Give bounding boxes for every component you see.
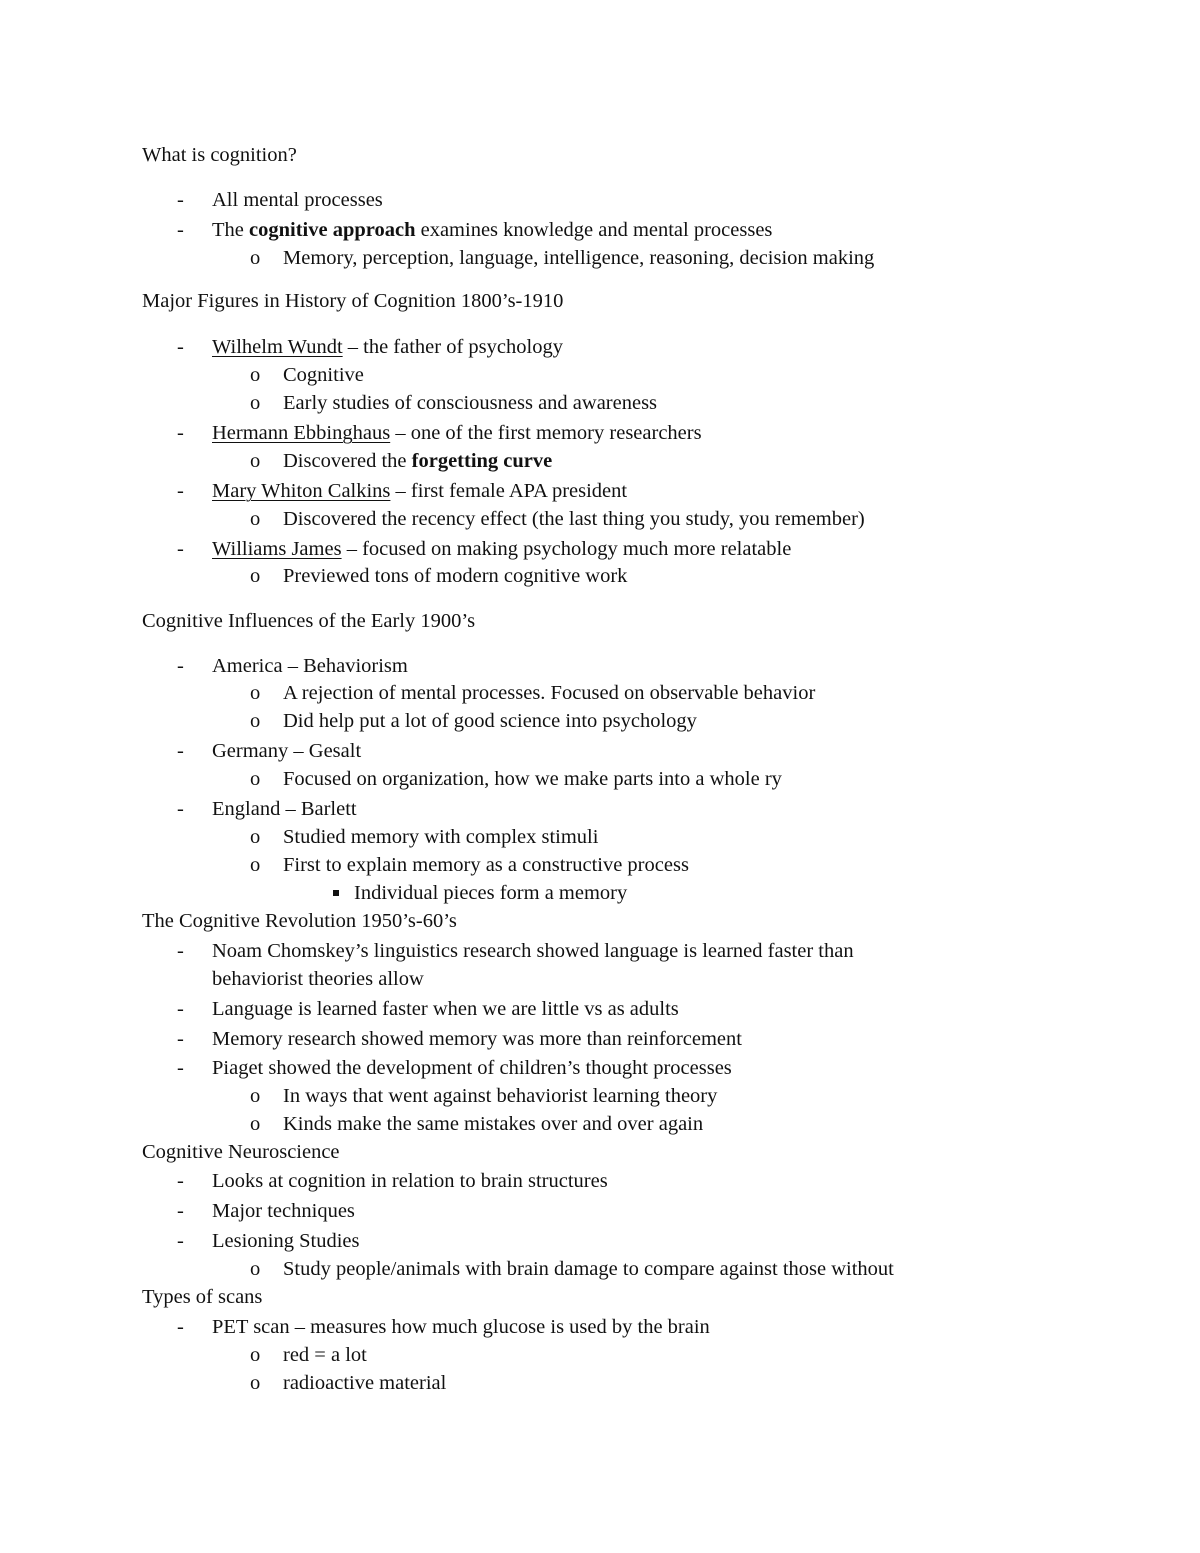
list-text: behaviorist theories allow	[212, 968, 424, 990]
circle-bullet: o	[250, 710, 261, 732]
heading-text: Cognitive Neuroscience	[142, 1141, 340, 1163]
circle-bullet: o	[250, 768, 261, 790]
heading-text: Types of scans	[142, 1286, 263, 1308]
person-name: Hermann Ebbinghaus	[212, 422, 391, 444]
list-text: PET scan – measures how much glucose is used by the brain	[212, 1316, 710, 1338]
person-name: Williams James	[212, 538, 342, 560]
dash-bullet: -	[177, 1230, 184, 1252]
dash-bullet: -	[177, 798, 184, 820]
circle-bullet: o	[250, 450, 261, 472]
list-text: Major techniques	[212, 1200, 355, 1222]
dash-bullet: -	[177, 655, 184, 677]
text-run: Discovered the	[283, 450, 412, 472]
dash-bullet: -	[177, 422, 184, 444]
circle-bullet: o	[250, 392, 261, 414]
bold-term: forgetting curve	[411, 450, 553, 472]
list-text: First to explain memory as a constructive process	[283, 854, 689, 876]
list-text	[283, 449, 552, 473]
list-text: Study people/animals with brain damage to compare against those without	[283, 1258, 894, 1280]
circle-bullet: o	[250, 247, 261, 269]
list-text: In ways that went against behaviorist learning theory	[283, 1085, 718, 1107]
list-text	[212, 218, 772, 242]
heading-text: Cognitive Influences of the Early 1900’s	[142, 610, 476, 632]
list-text	[212, 537, 791, 561]
bold-term: cognitive approach	[249, 219, 416, 241]
text-run: examines knowledge and mental processes	[415, 219, 773, 241]
list-text	[212, 335, 563, 359]
circle-bullet: o	[250, 826, 261, 848]
text-run: – one of the first memory researchers	[390, 422, 702, 444]
dash-bullet: -	[177, 1316, 184, 1338]
circle-bullet: o	[250, 1258, 261, 1280]
dash-bullet: -	[177, 336, 184, 358]
circle-bullet: o	[250, 1113, 261, 1135]
person-name: Wilhelm Wundt	[212, 336, 343, 358]
dash-bullet: -	[177, 740, 184, 762]
list-text: Cognitive	[283, 364, 364, 386]
dash-bullet: -	[177, 480, 184, 502]
person-name: Mary Whiton Calkins	[212, 480, 391, 502]
list-text: Focused on organization, how we make parts into a whole ry	[283, 768, 782, 790]
list-text: Memory, perception, language, intelligence, reasoning, decision making	[283, 247, 875, 269]
heading-text: The Cognitive Revolution 1950’s-60’s	[142, 910, 457, 932]
list-text: America – Behaviorism	[212, 655, 408, 677]
circle-bullet: o	[250, 1344, 261, 1366]
dash-bullet: -	[177, 1057, 184, 1079]
list-text: red = a lot	[283, 1344, 367, 1366]
dash-bullet: -	[177, 998, 184, 1020]
list-text: Memory research showed memory was more than reinforcement	[212, 1028, 742, 1050]
list-text: Did help put a lot of good science into psychology	[283, 710, 697, 732]
list-text	[212, 479, 627, 503]
list-text: Germany – Gesalt	[212, 740, 362, 762]
dash-bullet: -	[177, 189, 184, 211]
circle-bullet: o	[250, 682, 261, 704]
list-text: A rejection of mental processes. Focused on observable behavior	[283, 682, 816, 704]
dash-bullet: -	[177, 940, 184, 962]
dash-bullet: -	[177, 1028, 184, 1050]
heading-text: What is cognition?	[142, 144, 297, 166]
list-text: Studied memory with complex stimuli	[283, 826, 599, 848]
circle-bullet: o	[250, 364, 261, 386]
dash-bullet: -	[177, 538, 184, 560]
square-bullet	[333, 890, 339, 896]
list-text: Noam Chomskey’s linguistics research showed language is learned faster than	[212, 940, 854, 962]
list-text: Early studies of consciousness and awareness	[283, 392, 658, 414]
circle-bullet: o	[250, 1085, 261, 1107]
list-text: Kinds make the same mistakes over and over again	[283, 1113, 704, 1135]
heading-text: Major Figures in History of Cognition 1800’s-1910	[142, 290, 564, 312]
list-text: Language is learned faster when we are little vs as adults	[212, 998, 679, 1020]
text-run: – first female APA president	[390, 480, 628, 502]
dash-bullet: -	[177, 219, 184, 241]
list-text: Individual pieces form a memory	[354, 882, 628, 904]
list-text	[212, 421, 702, 445]
list-text: Lesioning Studies	[212, 1230, 360, 1252]
list-text: Piaget showed the development of children’s thought processes	[212, 1057, 732, 1079]
dash-bullet: -	[177, 1200, 184, 1222]
circle-bullet: o	[250, 1372, 261, 1394]
list-text: All mental processes	[212, 189, 383, 211]
circle-bullet: o	[250, 565, 261, 587]
list-text: Looks at cognition in relation to brain structures	[212, 1170, 608, 1192]
list-text: Previewed tons of modern cognitive work	[283, 565, 628, 587]
text-run: – the father of psychology	[342, 336, 563, 358]
list-text: England – Barlett	[212, 798, 357, 820]
circle-bullet: o	[250, 508, 261, 530]
dash-bullet: -	[177, 1170, 184, 1192]
text-run: – focused on making psychology much more relatable	[341, 538, 792, 560]
list-text: radioactive material	[283, 1372, 447, 1394]
circle-bullet: o	[250, 854, 261, 876]
text-run: The	[212, 219, 249, 241]
list-text: Discovered the recency effect (the last thing you study, you remember)	[283, 508, 865, 530]
